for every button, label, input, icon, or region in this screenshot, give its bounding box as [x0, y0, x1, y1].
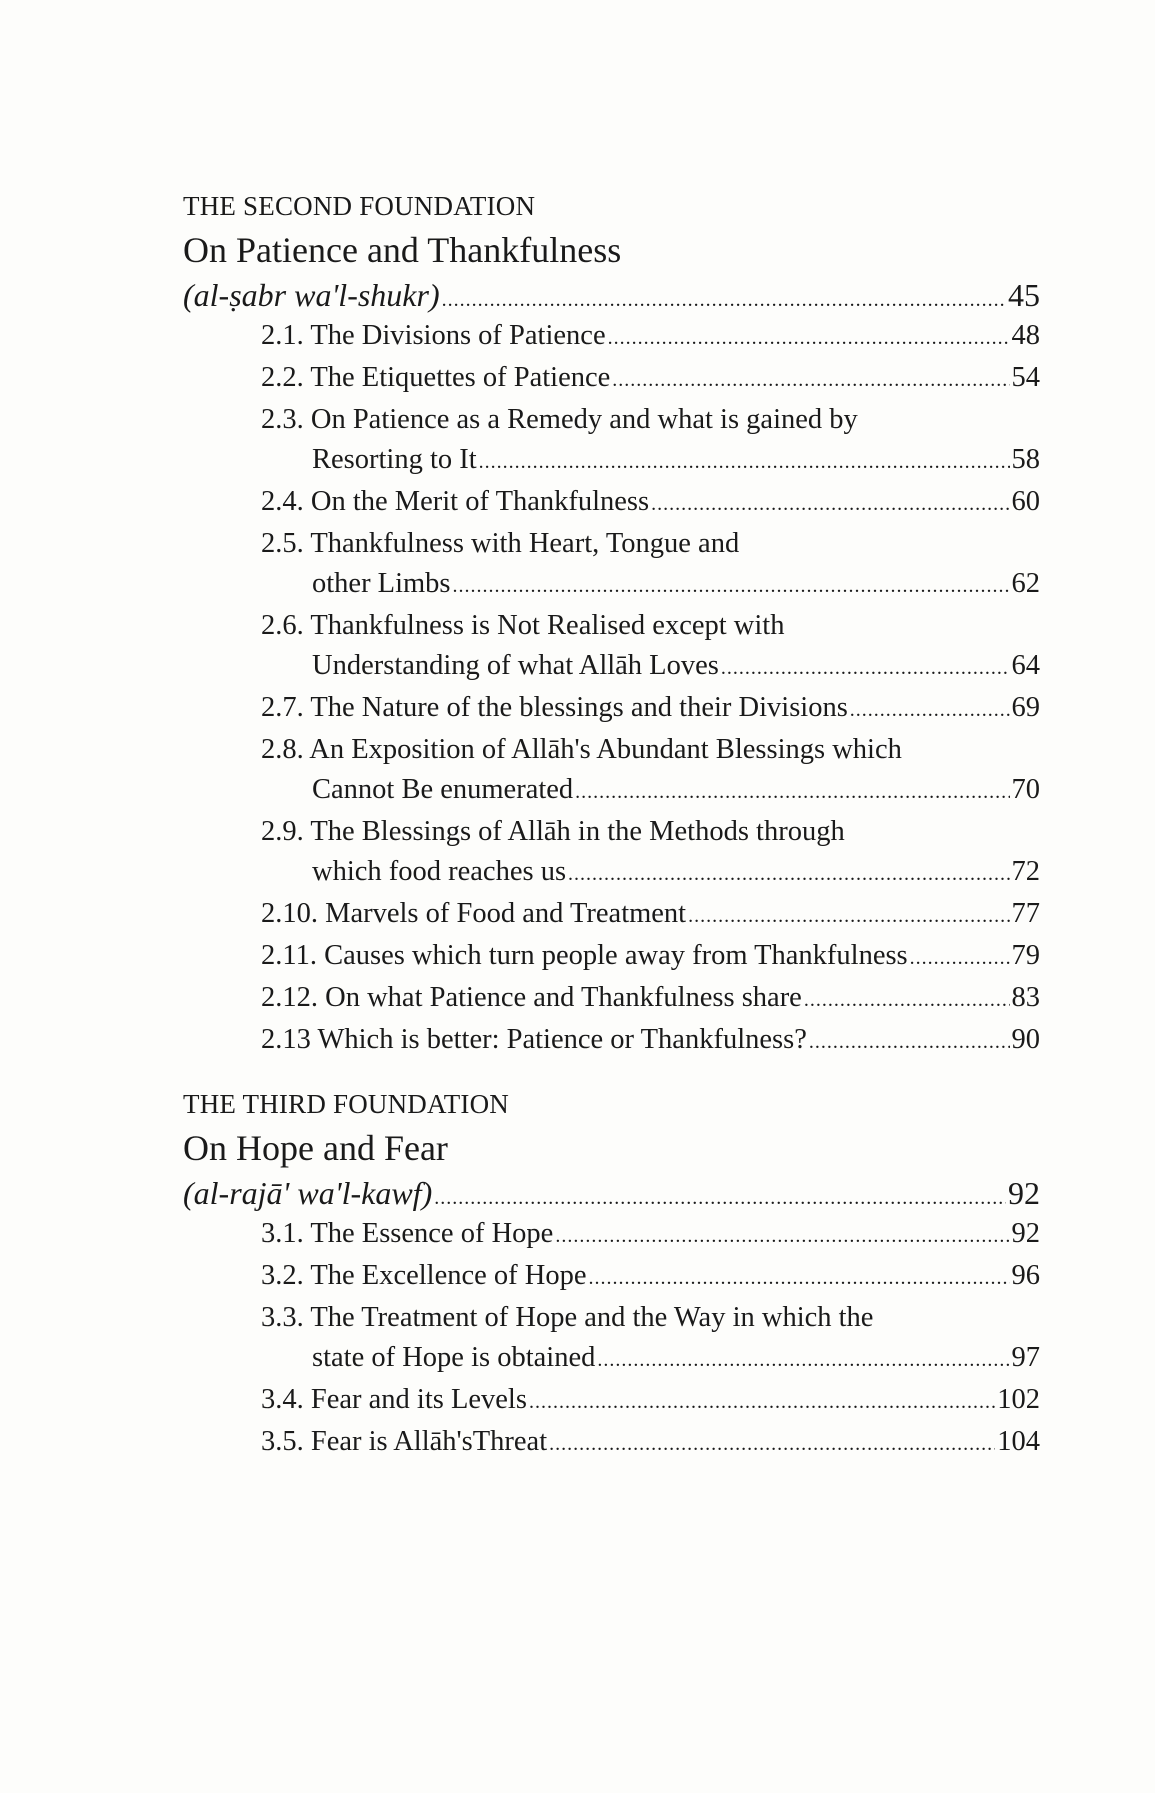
- toc-entry-title: 2.4. On the Merit of Thankfulness: [261, 486, 650, 517]
- section-title: On Patience and Thankfulness: [183, 230, 622, 270]
- leader-dots: [568, 854, 1009, 894]
- page-number: 83: [1011, 982, 1040, 1013]
- page-number: 48: [1011, 320, 1040, 351]
- toc-entry[interactable]: [261, 1380, 1040, 1422]
- page-number: 97: [1011, 1342, 1040, 1373]
- leader-dots: [910, 938, 1010, 978]
- toc-entry-title-continued: other Limbs: [312, 568, 451, 599]
- toc-entry-title: 3.2. The Excellence of Hope: [261, 1260, 587, 1291]
- page-number: 69: [1011, 692, 1040, 723]
- section-subtitle: (al-ṣabr wa'l-shukr): [183, 277, 440, 313]
- toc-entry-title: 2.8. An Exposition of Allāh's Abundant Blessings which: [261, 734, 902, 765]
- leader-dots: [804, 980, 1010, 1020]
- section-subtitle: (al-rajā' wa'l-kawf): [183, 1175, 433, 1211]
- toc-entry-title: 2.10. Marvels of Food and Treatment: [261, 898, 687, 929]
- toc-entry[interactable]: [261, 1020, 1040, 1062]
- leader-dots: [850, 690, 1010, 730]
- leader-dots: [529, 1382, 995, 1422]
- leader-dots: [575, 772, 1009, 812]
- leader-dots: [549, 1424, 995, 1464]
- toc-entry[interactable]: [261, 524, 1040, 606]
- toc-entry[interactable]: [261, 688, 1040, 730]
- toc-entry-title: 2.9. The Blessings of Allāh in the Methods through: [261, 816, 845, 847]
- toc-entry[interactable]: [261, 316, 1040, 358]
- toc-entry-title: 2.6. Thankfulness is Not Realised except with: [261, 610, 785, 641]
- leader-dots: [442, 279, 1006, 321]
- section-kicker: THE SECOND FOUNDATION: [183, 191, 536, 221]
- toc-entry[interactable]: [261, 400, 1040, 482]
- page-number: 92: [1008, 1175, 1040, 1211]
- toc-entry-title: 2.5. Thankfulness with Heart, Tongue and: [261, 528, 740, 559]
- toc-entry[interactable]: [261, 1422, 1040, 1464]
- toc-entry-title: 2.7. The Nature of the blessings and their Divisions: [261, 692, 848, 723]
- toc-entry-title: 2.3. On Patience as a Remedy and what is gained by: [261, 404, 858, 435]
- leader-dots: [612, 360, 1009, 400]
- toc-entry-title: 2.11. Causes which turn people away from Thankfulness: [261, 940, 908, 971]
- toc-entry[interactable]: [261, 1214, 1040, 1256]
- toc-entry[interactable]: [261, 730, 1040, 812]
- toc-entry-title-continued: which food reaches us: [312, 856, 567, 887]
- toc-entry-title: 3.1. The Essence of Hope: [261, 1218, 554, 1249]
- leader-dots: [608, 318, 1010, 358]
- page-number: 90: [1011, 1024, 1040, 1055]
- toc-entry-title-continued: state of Hope is obtained: [312, 1342, 596, 1373]
- toc-entry-title: 2.1. The Divisions of Patience: [261, 320, 606, 351]
- toc-entry-title-continued: Cannot Be enumerated: [312, 774, 574, 805]
- leader-dots: [597, 1340, 1009, 1380]
- leader-dots: [809, 1022, 1010, 1062]
- section-title: On Hope and Fear: [183, 1128, 448, 1168]
- toc-entries: [261, 316, 1040, 1062]
- toc-entry[interactable]: [261, 606, 1040, 688]
- toc-entry-title: 3.4. Fear and its Levels: [261, 1384, 527, 1415]
- page-number: 104: [997, 1426, 1040, 1457]
- leader-dots: [651, 484, 1009, 524]
- page-number: 77: [1011, 898, 1040, 929]
- toc-entry-title: 2.12. On what Patience and Thankfulness share: [261, 982, 802, 1013]
- page-number: 72: [1011, 856, 1040, 887]
- toc-entry[interactable]: [261, 894, 1040, 936]
- toc-section-third-foundation: [183, 1088, 1040, 1464]
- toc-entry-title: 3.3. The Treatment of Hope and the Way in which the: [261, 1302, 874, 1333]
- toc-entry[interactable]: [261, 358, 1040, 400]
- section-subtitle-row[interactable]: [183, 274, 1040, 316]
- page-number: 62: [1011, 568, 1040, 599]
- toc-entry-title: 2.2. The Etiquettes of Patience: [261, 362, 611, 393]
- toc-entry-title-continued: Understanding of what Allāh Loves: [312, 650, 719, 681]
- toc-entry[interactable]: [261, 1256, 1040, 1298]
- page-number: 60: [1011, 486, 1040, 517]
- toc-entry-title-continued: Resorting to It: [312, 444, 477, 475]
- page-number: 58: [1011, 444, 1040, 475]
- toc-entry-title: 2.13 Which is better: Patience or Thankfulness?: [261, 1024, 807, 1055]
- leader-dots: [479, 442, 1010, 482]
- page-number: 45: [1008, 277, 1040, 313]
- toc-entry[interactable]: [261, 936, 1040, 978]
- toc-entry[interactable]: [261, 1298, 1040, 1380]
- leader-dots: [688, 896, 1009, 936]
- page-number: 92: [1011, 1218, 1040, 1249]
- section-kicker: THE THIRD FOUNDATION: [183, 1089, 509, 1119]
- page-number: 70: [1011, 774, 1040, 805]
- leader-dots: [434, 1177, 1006, 1219]
- section-subtitle-row[interactable]: [183, 1172, 1040, 1214]
- toc-entry[interactable]: [261, 978, 1040, 1020]
- page-number: 64: [1011, 650, 1040, 681]
- leader-dots: [589, 1258, 1010, 1298]
- page-number: 96: [1011, 1260, 1040, 1291]
- page-number: 54: [1011, 362, 1040, 393]
- toc-entry-title: 3.5. Fear is Allāh'sThreat: [261, 1426, 548, 1457]
- page-number: 79: [1011, 940, 1040, 971]
- toc-entry[interactable]: [261, 482, 1040, 524]
- leader-dots: [555, 1216, 1009, 1256]
- leader-dots: [721, 648, 1010, 688]
- toc-entry[interactable]: [261, 812, 1040, 894]
- toc-section-second-foundation: [183, 190, 1040, 1062]
- toc-entries: [261, 1214, 1040, 1464]
- page-number: 102: [997, 1384, 1040, 1415]
- leader-dots: [453, 566, 1010, 606]
